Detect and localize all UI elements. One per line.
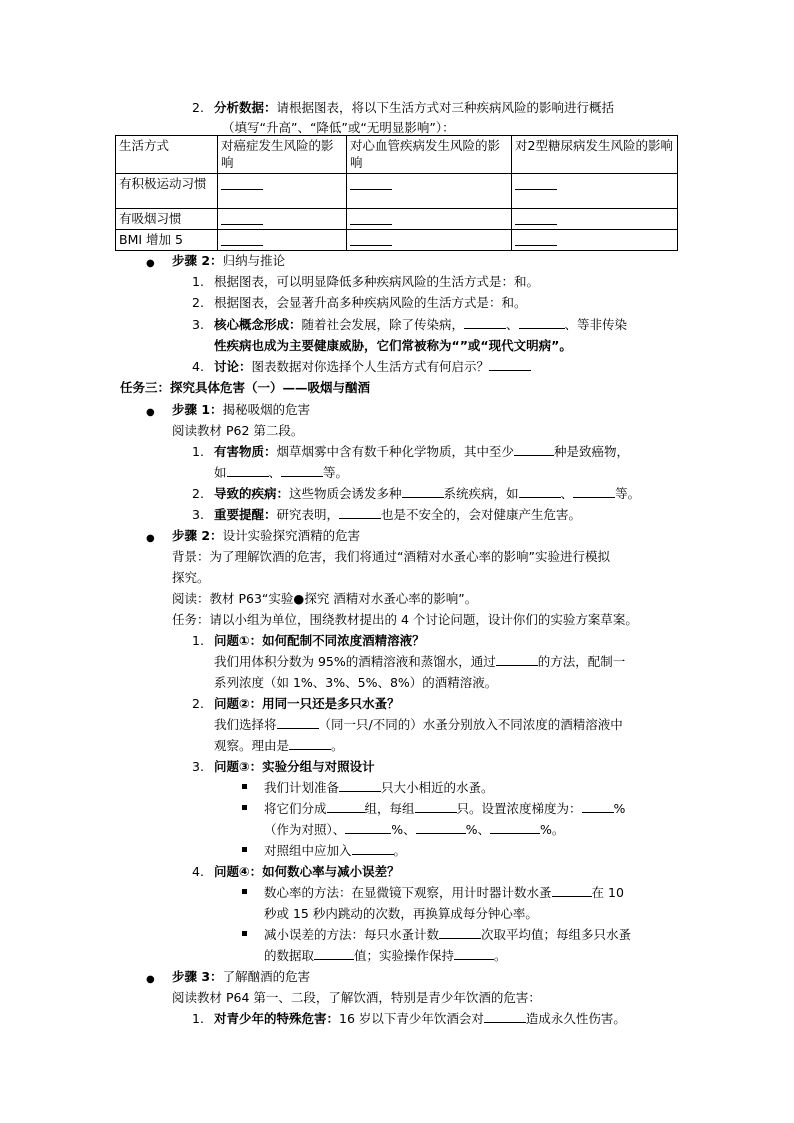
list-item-continuation: 性疾病也成为主要健康威胁，它们常被称为“”或“现代文明病”。	[214, 338, 572, 353]
list-item	[192, 271, 539, 292]
item-text: 我们选择将	[214, 717, 277, 732]
answer-blank[interactable]	[347, 209, 512, 230]
sub-bullet	[264, 777, 494, 798]
answer-blank[interactable]	[552, 882, 592, 897]
item-number: 2.	[192, 295, 204, 310]
reading-paragraph	[172, 588, 477, 609]
para-lead: 任务：	[172, 612, 210, 627]
answer-blank[interactable]	[281, 462, 323, 477]
item-number: 2.	[192, 100, 204, 115]
item-number: 4.	[192, 359, 204, 374]
answer-blank[interactable]	[339, 504, 381, 519]
background-continuation: 探究。	[172, 570, 210, 585]
answer-blank[interactable]	[514, 441, 554, 456]
sub-bullet	[264, 798, 625, 819]
item-text: 只。设置浓度梯度为：	[456, 801, 582, 816]
item-text: 的数据取	[264, 948, 315, 963]
experiment-question	[192, 630, 425, 651]
sub-bullet	[264, 840, 406, 861]
item-text: 减小误差的方法：每只水蚤计数	[264, 927, 440, 942]
item-text: 等。	[615, 486, 641, 501]
item-text: 系统疾病，如	[443, 486, 519, 501]
background-paragraph	[172, 546, 610, 567]
table-row	[116, 230, 678, 251]
item-lead: 讨论：	[214, 359, 252, 374]
table-header-cell: 生活方式	[116, 136, 218, 174]
item-text: 的方法，配制一	[537, 654, 626, 669]
bullet-icon: ●	[146, 533, 155, 544]
para-text: 请以小组为单位，围绕教材提出的 4 个讨论问题，设计你们的实验方案草案。	[209, 612, 638, 627]
list-item	[192, 441, 629, 462]
answer-blank[interactable]	[218, 174, 347, 209]
row-label: 有吸烟习惯	[116, 209, 218, 230]
square-bullet-icon	[242, 805, 247, 810]
answer-blank[interactable]	[218, 209, 347, 230]
item-text: 图表数据对你选择个人生活方式有何启示？	[251, 359, 490, 374]
answer-blank[interactable]	[489, 356, 531, 371]
answer-blank[interactable]	[218, 230, 347, 251]
answer-blank[interactable]	[352, 840, 394, 855]
step-name: 设计实验探究酒精的危害	[222, 528, 361, 543]
question-title: 分析数据：	[214, 100, 277, 115]
answer-blank[interactable]	[415, 798, 457, 813]
step-label: 步骤 2：	[172, 528, 223, 543]
item-number: 1.	[192, 444, 204, 459]
bullet-icon: ●	[146, 258, 155, 269]
item-number: 3.	[192, 759, 204, 774]
item-text: 值；实验操作保持	[354, 948, 455, 963]
answer-blank[interactable]	[416, 819, 466, 834]
item-text: %	[613, 801, 626, 816]
item-number: 4.	[192, 864, 204, 879]
item-text: （同一只/不同的）水蚤分别放入不同浓度的酒精溶液中	[318, 717, 623, 732]
answer-blank[interactable]	[496, 651, 538, 666]
question-text: 请根据图表，将以下生活方式对三种疾病风险的影响进行概括	[276, 100, 615, 115]
question-title: 问题①：如何配制不同浓度酒精溶液？	[214, 633, 425, 648]
row-label: 有积极运动习惯	[116, 174, 218, 209]
question-text	[214, 651, 625, 672]
table-header-cell: 对癌症发生风险的影响	[218, 136, 347, 174]
separator: 、	[560, 486, 574, 501]
step-name: 归纳与推论	[222, 253, 286, 268]
answer-blank[interactable]	[439, 924, 481, 939]
answer-blank[interactable]	[464, 314, 506, 329]
question-2-hint: （填写“升高”、“降低”或“无明显影响”）：	[222, 120, 455, 135]
step-2-heading	[172, 250, 285, 271]
answer-blank[interactable]	[512, 209, 678, 230]
item-text: 也是不安全的，会对健康产生危害。	[381, 507, 582, 522]
item-text: 在 10	[591, 885, 624, 900]
item-text: 我们用体积分数为 95%的酒精溶液和蒸馏水，通过	[214, 654, 496, 669]
item-text: 组，每组	[364, 801, 415, 816]
answer-blank[interactable]	[512, 174, 678, 209]
step-label: 步骤 3：	[172, 969, 223, 984]
item-text: 。	[393, 843, 407, 858]
separator: 、	[268, 465, 282, 480]
answer-blank[interactable]	[484, 1008, 526, 1023]
item-text: 根据图表，会显著升高多种疾病风险的生活方式是：和。	[214, 295, 527, 310]
table-header-cell: 对2型糖尿病发生风险的影响	[512, 136, 678, 174]
answer-blank[interactable]	[289, 735, 331, 750]
list-item	[192, 483, 640, 504]
lifestyle-risk-table	[115, 135, 678, 251]
square-bullet-icon	[242, 847, 247, 852]
item-text: 我们计划准备	[264, 780, 340, 795]
table-header-row	[116, 136, 678, 174]
item-text: %、	[465, 822, 491, 837]
answer-blank[interactable]	[314, 945, 354, 960]
item-text: 。	[331, 738, 344, 753]
square-bullet-icon	[242, 784, 247, 789]
step-name: 了解酗酒的危害	[222, 969, 311, 984]
item-text: 对照组中应加入	[264, 843, 352, 858]
item-text: 数心率的方法：在显微镜下观察，用计时器计数水蚤	[264, 885, 552, 900]
sub-bullet-continuation	[264, 945, 507, 966]
step-1-heading	[172, 399, 310, 420]
experiment-question	[192, 693, 400, 714]
reading-instruction: 阅读教材 P64 第一、二段，了解饮酒，特别是青少年饮酒的危害：	[172, 990, 541, 1005]
question-2	[192, 97, 614, 118]
item-text: 研究表明，	[276, 507, 340, 522]
answer-blank[interactable]	[490, 819, 540, 834]
item-text: 造成永久性伤害。	[525, 1011, 626, 1026]
answer-blank[interactable]	[345, 819, 391, 834]
para-text: 为了理解饮酒的危害，我们将通过“酒精对水蚤心率的影响”实验进行模拟	[209, 549, 610, 564]
reading-instruction: 阅读教材 P62 第二段。	[172, 423, 304, 438]
item-text: 、等非传染	[564, 317, 628, 332]
bullet-icon: ●	[146, 407, 155, 418]
list-item-continuation	[214, 462, 348, 483]
item-text: 。	[494, 948, 507, 963]
sub-bullet-continuation	[264, 819, 564, 840]
item-lead: 重要提醒：	[214, 507, 277, 522]
item-number: 1.	[192, 633, 204, 648]
item-text: %。	[540, 822, 565, 837]
item-text: 只大小相近的水蚤。	[381, 780, 494, 795]
item-text: 观察。理由是	[214, 738, 290, 753]
answer-blank[interactable]	[573, 483, 615, 498]
item-lead: 核心概念形成：	[214, 317, 302, 332]
sub-bullet	[264, 924, 631, 945]
answer-blank[interactable]	[327, 798, 365, 813]
list-item	[192, 504, 581, 525]
para-text: 教材 P63“实验●探究 酒精对水蚤心率的影响”。	[209, 591, 478, 606]
answer-blank[interactable]	[402, 483, 444, 498]
item-text: 这些物质会诱发多种	[289, 486, 402, 501]
item-text: 16 岁以下青少年饮酒会对	[339, 1011, 484, 1026]
table-row	[116, 174, 678, 209]
square-bullet-icon	[242, 931, 247, 936]
answer-blank[interactable]	[277, 714, 319, 729]
item-text: 如	[214, 465, 227, 480]
question-text	[214, 714, 623, 735]
item-number: 1.	[192, 1011, 204, 1026]
item-text: 根据图表，可以明显降低多种疾病风险的生活方式是：和。	[214, 274, 540, 289]
item-number: 2.	[192, 696, 204, 711]
item-number: 1.	[192, 274, 204, 289]
step-label: 步骤 2：	[172, 253, 223, 268]
item-text: 等。	[323, 465, 349, 480]
question-text	[214, 735, 344, 756]
item-number: 2.	[192, 486, 204, 501]
item-lead: 对青少年的特殊危害：	[214, 1011, 340, 1026]
table-header-cell: 对心血管疾病发生风险的影响	[347, 136, 512, 174]
question-title: 问题③：实验分组与对照设计	[214, 759, 375, 774]
step-name: 揭秘吸烟的危害	[222, 402, 311, 417]
experiment-question	[192, 861, 400, 882]
answer-blank[interactable]	[227, 462, 269, 477]
bullet-icon: ●	[146, 974, 155, 985]
item-lead: 有害物质：	[214, 444, 277, 459]
list-item	[192, 292, 527, 313]
para-lead: 阅读：	[172, 591, 210, 606]
task-3-title: 任务三：探究具体危害（一）——吸烟与酗酒	[120, 380, 371, 395]
sub-bullet	[264, 882, 624, 903]
answer-blank[interactable]	[339, 777, 381, 792]
para-lead: 背景：	[172, 549, 210, 564]
item-text: 烟草烟雾中含有数千种化学物质，其中至少	[276, 444, 515, 459]
answer-blank[interactable]	[582, 798, 614, 813]
answer-blank[interactable]	[454, 945, 494, 960]
list-item	[192, 356, 531, 377]
item-text: 种是致癌物，	[554, 444, 630, 459]
question-title: 问题④：如何数心率与减小误差？	[214, 864, 400, 879]
item-text: （作为对照）、	[264, 822, 346, 837]
item-text: 将它们分成	[264, 801, 327, 816]
step-3-heading	[172, 966, 310, 987]
item-number: 3.	[192, 507, 204, 522]
item-text: 次取平均值；每组多只水蚤	[481, 927, 632, 942]
step-2-experiment-heading	[172, 525, 360, 546]
experiment-question	[192, 756, 375, 777]
question-text: 系列浓度（如 1%、3%、5%、8%）的酒精溶液。	[214, 675, 498, 690]
answer-blank[interactable]	[519, 483, 561, 498]
list-item	[192, 1008, 626, 1029]
list-item	[192, 314, 627, 335]
table-row	[116, 209, 678, 230]
row-label: BMI 增加 5	[116, 230, 218, 251]
answer-blank[interactable]	[519, 314, 565, 329]
task-paragraph	[172, 609, 638, 630]
item-text: 随着社会发展，除了传染病，	[301, 317, 465, 332]
separator: 、	[506, 317, 519, 332]
answer-blank[interactable]	[347, 230, 512, 251]
step-label: 步骤 1：	[172, 402, 223, 417]
item-lead: 导致的疾病：	[214, 486, 290, 501]
question-title: 问题②：用同一只还是多只水蚤？	[214, 696, 400, 711]
square-bullet-icon	[242, 889, 247, 894]
item-text: %、	[391, 822, 416, 837]
answer-blank[interactable]	[347, 174, 512, 209]
item-number: 3.	[192, 317, 204, 332]
answer-blank[interactable]	[512, 230, 678, 251]
sub-bullet-continuation: 秒或 15 秒内跳动的次数，再换算成每分钟心率。	[264, 906, 538, 921]
